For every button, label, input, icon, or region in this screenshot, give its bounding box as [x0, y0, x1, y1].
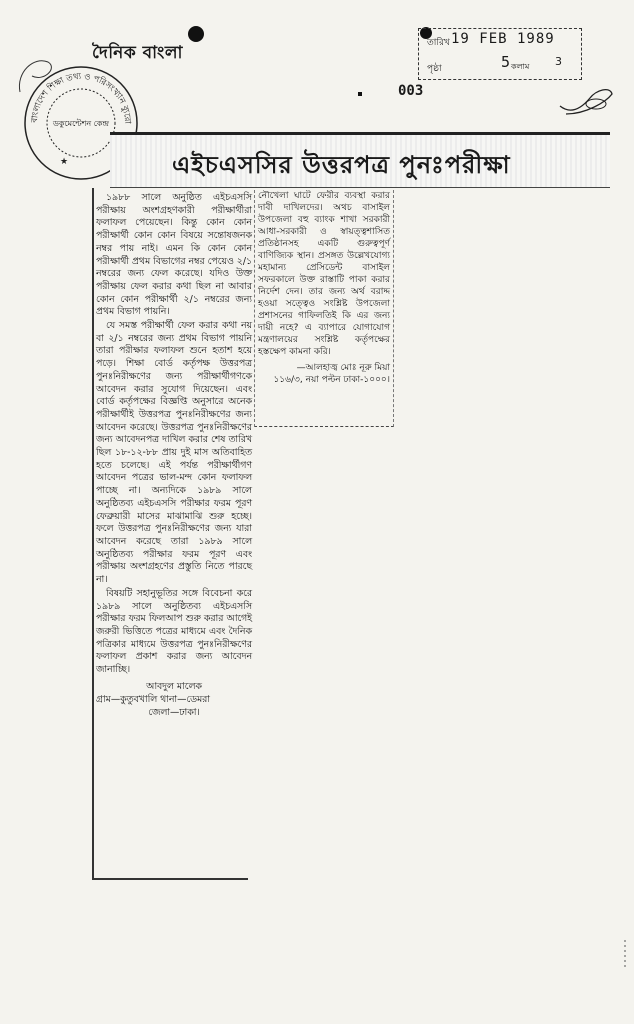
page-label: পৃষ্ঠা — [427, 64, 442, 74]
signatory-district: জেলা—ঢাকা। — [148, 706, 200, 718]
newspaper-name: দৈনিক বাংলা — [92, 43, 183, 63]
signatory-name: আবদুল মালেক — [146, 680, 202, 692]
column-value: 3 — [555, 55, 562, 68]
paragraph-3: বিষয়টি সহানুভূতির সঙ্গে বিবেচনা করে ১৯৮৯ সালে অনুষ্ঠিতব্য এইচএসসি পরীক্ষার ফরম ফিলআপ শুরু করার আগেই জরুরী ভিত্তিতে পত্রের মাধ্যমে এবং দৈনিক পত্রিকার মাধ্যমে উত্তরপত্র পুনঃনিরীক্ষণের ফলাফল প্রকাশ করার জন্য আবেদন জানাচ্ছি। — [96, 587, 252, 676]
column-rule-left — [92, 188, 94, 878]
clipping-date: 19 FEB 1989 — [451, 31, 555, 47]
date-label: তারিখ — [427, 38, 450, 48]
page-value: 5 — [501, 53, 511, 71]
seal-text: বাংলাদেশ শিক্ষা তথ্য ও পরিসংখ্যান ব্যুরো — [29, 71, 133, 125]
column-rule-bottom — [92, 878, 248, 880]
article-column-2 — [254, 190, 394, 427]
clipping-date-box — [418, 28, 582, 80]
seal-star-icon: ★ — [60, 157, 69, 167]
column-label: কলাম — [511, 62, 530, 71]
article-headline: এইচএসসির উত্তরপত্র পুনঃপরীক্ষা — [172, 150, 511, 179]
seal-center-text: ডকুমেন্টেশন কেন্দ্র — [52, 119, 110, 128]
ink-dot — [358, 92, 362, 96]
column-2-body: নৌখেলা ঘাটে ফেরীর ব্যবস্থা করার দাবী দাখিলদের। অথচ বাসাইল উপজেলা বহু ব্যাংক শাখা সরকারী আধা-সরকারী ও স্বায়ত্ত্বশাসিত প্রতিষ্ঠানসহ একটি গুরুত্বপূর্ণ বাণিজ্যিক স্থান। প্রসঙ্গত উল্লেখযোগ্য মহামান্য প্রেসিডেন্ট বাসাইল সফরকালে উক্ত রাস্তাটি পাকা করার নির্দেশ দেন। তার জন্য অর্থ বরাদ্দ হওয়া সত্ত্বেও সংশ্লিষ্ট উপজেলা প্রশাসনের গাফিলতিই কি এর জন্য দায়ী নহে? এ ব্যাপারে যোগাযোগ মন্ত্রণালয়ের সংশ্লিষ্ট কর্তৃপক্ষের হস্তক্ষেপ কামনা করি। — [258, 191, 390, 357]
paragraph-1: ১৯৮৮ সালে অনুষ্ঠিত এইচএসসি পরীক্ষায় অংশগ্রহণকারী পরীক্ষার্থীরা ফলাফল পেয়েছেন। কিন্তু কোন কোন পরীক্ষার্থী কোন কোন বিষয়ে সন্তোষজনক নম্বর পায় নাই। এমন কি কোন কোন পরীক্ষার্থী প্রথম বিভাগের নম্বর পেয়েও ২/১ নম্বরের জন্য ফেল করেছে। যদিও উক্ত পরীক্ষায় ফেল করার কথা ছিল না আবার কোন কোন পরীক্ষার্থী ২/১ নম্বরের জন্য প্রথম বিভাগ পায়নি। — [96, 192, 252, 318]
punch-hole-top — [188, 26, 204, 42]
letter-signature-1 — [96, 681, 252, 720]
paragraph-2: যে সমস্ত পরীক্ষার্থী ফেল করার কথা নয় বা ২/১ নম্বরের জন্য প্রথম বিভাগ পায়নি তারা পরীক্ষার ফলাফল শুনে হতাশ হয়ে পড়ে। শিক্ষা বোর্ড কর্তৃপক্ষ উত্তরপত্র পুনঃনিরীক্ষণের জন্য পরীক্ষার্থীগণকে আবেদন করার সুযোগ দিয়েছেন। এবং বোর্ড কর্তৃপক্ষের বিজ্ঞপ্তি অনুসারে অনেক পরীক্ষার্থীই উত্তরপত্র পুনঃনিরীক্ষণের জন্য আবেদন করেছে। উত্তরপত্র পুনঃনিরীক্ষণের জন্য আবেদনপত্র দাখিল করার শেষ তারিখ ছিল ১৮-১২-৮৮ প্রায় দুই মাস অতিবাহিত হতে চলেছে। এই পর্যন্ত পরীক্ষার্থীগণ আবেদন পত্রের ভাল-মন্দ কোন ফলাফল পাচ্ছে না। অন্যদিকে ১৯৮৯ সালে অনুষ্ঠিতব্য এইচএসসি পরীক্ষার ফরম পূরণ ফেব্রুয়ারী মাসের মাঝামাঝি শুরু হচ্ছে। ফলে উত্তরপত্র পুনঃনিরীক্ষণের জন্য যারা আবেদন করেছে তারা ১৯৮৯ সালে অনুষ্ঠিতব্য পরীক্ষার ফরম পূরণ এবং পরীক্ষায় অংশগ্রহণের প্রস্তুতি নিতে পারছে না। — [96, 320, 252, 586]
edge-mark-icon — [620, 940, 630, 970]
article-column-1 — [96, 192, 252, 719]
column-2-address: ১১৬/৩, নয়া পল্টন ঢাকা-১০০০। — [273, 375, 390, 385]
check-mark-icon — [556, 84, 616, 124]
column-2-signature: —আলহাজ্ব মোঃ নূরু মিয়া — [296, 363, 390, 373]
signatory-address: গ্রাম—কুতুবখালি থানা—ডেমরা — [96, 694, 210, 706]
serial-number: 003 — [398, 83, 424, 99]
headline-banner — [110, 132, 610, 188]
